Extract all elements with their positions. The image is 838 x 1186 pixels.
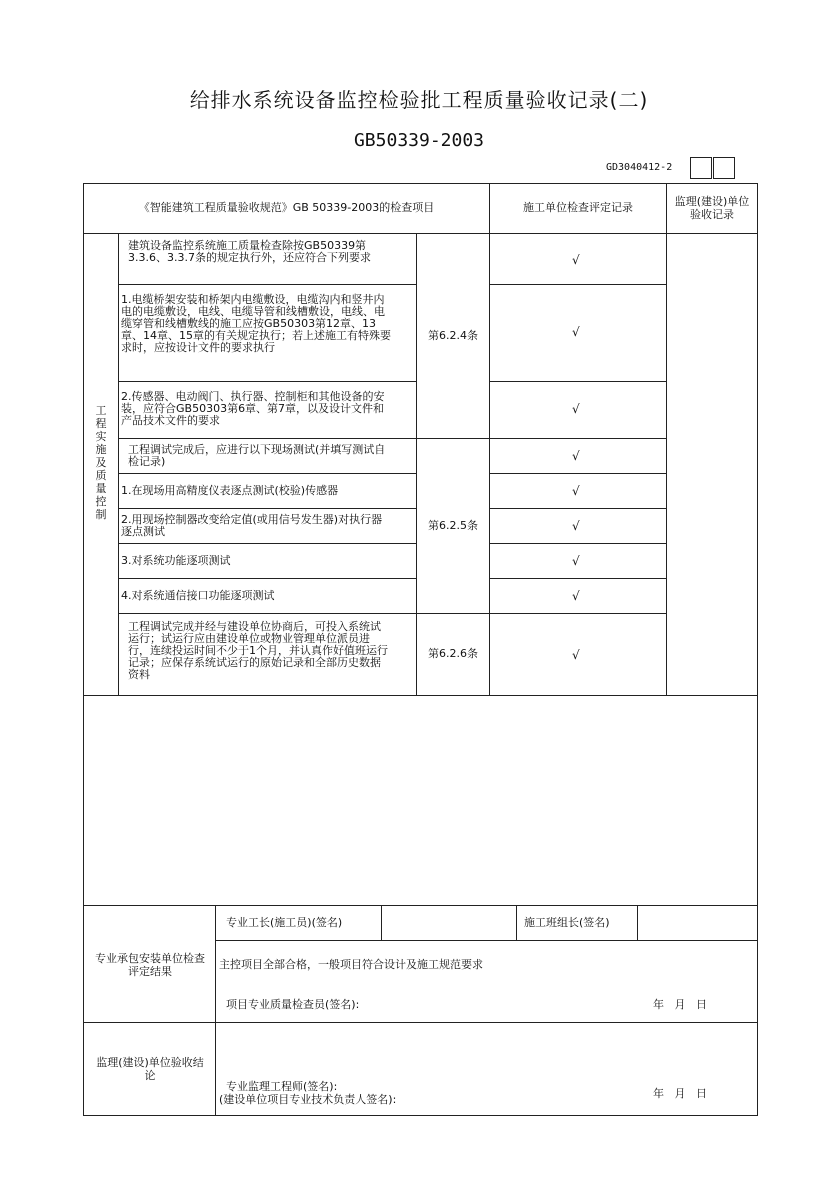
item-text-2: 1.电缆桥架安装和桥架内电缆敷设，电缆沟内和竖井内电的电缆敷设，电线、电缆导管和线槽敷设，电线、电缆穿管和线槽敷线的施工应按GB50303第12章、13章、14章、15章的有关规定执行；若上述施工有特殊要求时，应按设计文件的要求执行 xyxy=(121,293,391,354)
check-mark-8: √ xyxy=(572,589,580,603)
owner-representative-label: (建设单位项目专业技术负责人签名): xyxy=(219,1093,397,1106)
check-mark-4: √ xyxy=(572,449,580,463)
code-box-2[interactable] xyxy=(713,157,735,179)
item-text-9: 工程调试完成并经与建设单位协商后，可投入系统试运行；试运行应由建设单位或物业管理单位派员进行，连续投运时间不少于1个月，并认真作好值班运行记录；应保存系统试运行的原始记录和全部历史数据资料 xyxy=(128,620,388,681)
item-text-4: 工程调试完成后，应进行以下现场测试(并填写测试自检记录) xyxy=(128,443,386,468)
contractor-result-label: 专业承包安装单位检查评定结果 xyxy=(95,952,205,978)
team-leader-signature-field[interactable] xyxy=(638,906,757,940)
foreman-signature-label: 专业工长(施工员)(签名) xyxy=(226,916,343,929)
item-text-8: 4.对系统通信接口功能逐项测试 xyxy=(121,589,275,602)
code-box-1[interactable] xyxy=(690,157,712,179)
header-contractor-record: 施工单位检查评定记录 xyxy=(523,201,633,214)
check-mark-1: √ xyxy=(572,253,580,267)
header-check-items: 《智能建筑工程质量验收规范》GB 50339-2003的检查项目 xyxy=(138,201,435,214)
check-mark-7: √ xyxy=(572,554,580,568)
check-mark-6: √ xyxy=(572,519,580,533)
item-text-7: 3.对系统功能逐项测试 xyxy=(121,554,231,567)
inspection-date: 年 月 日 xyxy=(653,998,707,1011)
supervisor-conclusion-label: 监理(建设)单位验收结论 xyxy=(96,1056,204,1082)
check-mark-3: √ xyxy=(572,402,580,416)
item-text-3: 2.传感器、电动阀门、执行器、控制柜和其他设备的安装，应符合GB50303第6章、第7章，以及设计文件和产品技术文件的要求 xyxy=(121,390,385,427)
team-leader-signature-label: 施工班组长(签名) xyxy=(524,916,610,929)
clause-6-2-4: 第6.2.4条 xyxy=(428,329,478,342)
check-mark-9: √ xyxy=(572,648,580,662)
clause-6-2-5: 第6.2.5条 xyxy=(428,519,478,532)
check-mark-5: √ xyxy=(572,484,580,498)
item-text-1: 建筑设备监控系统施工质量检查除按GB50339第3.3.6、3.3.7条的规定执行外，还应符合下列要求 xyxy=(128,239,371,264)
item-text-6: 2.用现场控制器改变给定值(或用信号发生器)对执行器逐点测试 xyxy=(121,513,383,538)
side-label: 工程实施及质量控制 xyxy=(95,404,107,521)
inspection-result: 主控项目全部合格，一般项目符合设计及施工规范要求 xyxy=(219,958,483,971)
acceptance-date: 年 月 日 xyxy=(653,1087,707,1100)
item-text-5: 1.在现场用高精度仪表逐点测试(校验)传感器 xyxy=(121,484,339,497)
check-mark-2: √ xyxy=(572,325,580,339)
foreman-signature-field[interactable] xyxy=(382,906,516,940)
header-supervisor-record: 监理(建设)单位验收记录 xyxy=(674,195,750,221)
page-title: 给排水系统设备监控检验批工程质量验收记录(二) xyxy=(189,88,649,112)
supervising-engineer-label: 专业监理工程师(签名): xyxy=(226,1080,338,1093)
clause-6-2-6: 第6.2.6条 xyxy=(428,647,478,660)
standard-number: GB50339-2003 xyxy=(353,130,485,151)
form-code: GD3040412-2 xyxy=(606,162,673,173)
quality-inspector-label: 项目专业质量检查员(签名): xyxy=(226,998,360,1011)
